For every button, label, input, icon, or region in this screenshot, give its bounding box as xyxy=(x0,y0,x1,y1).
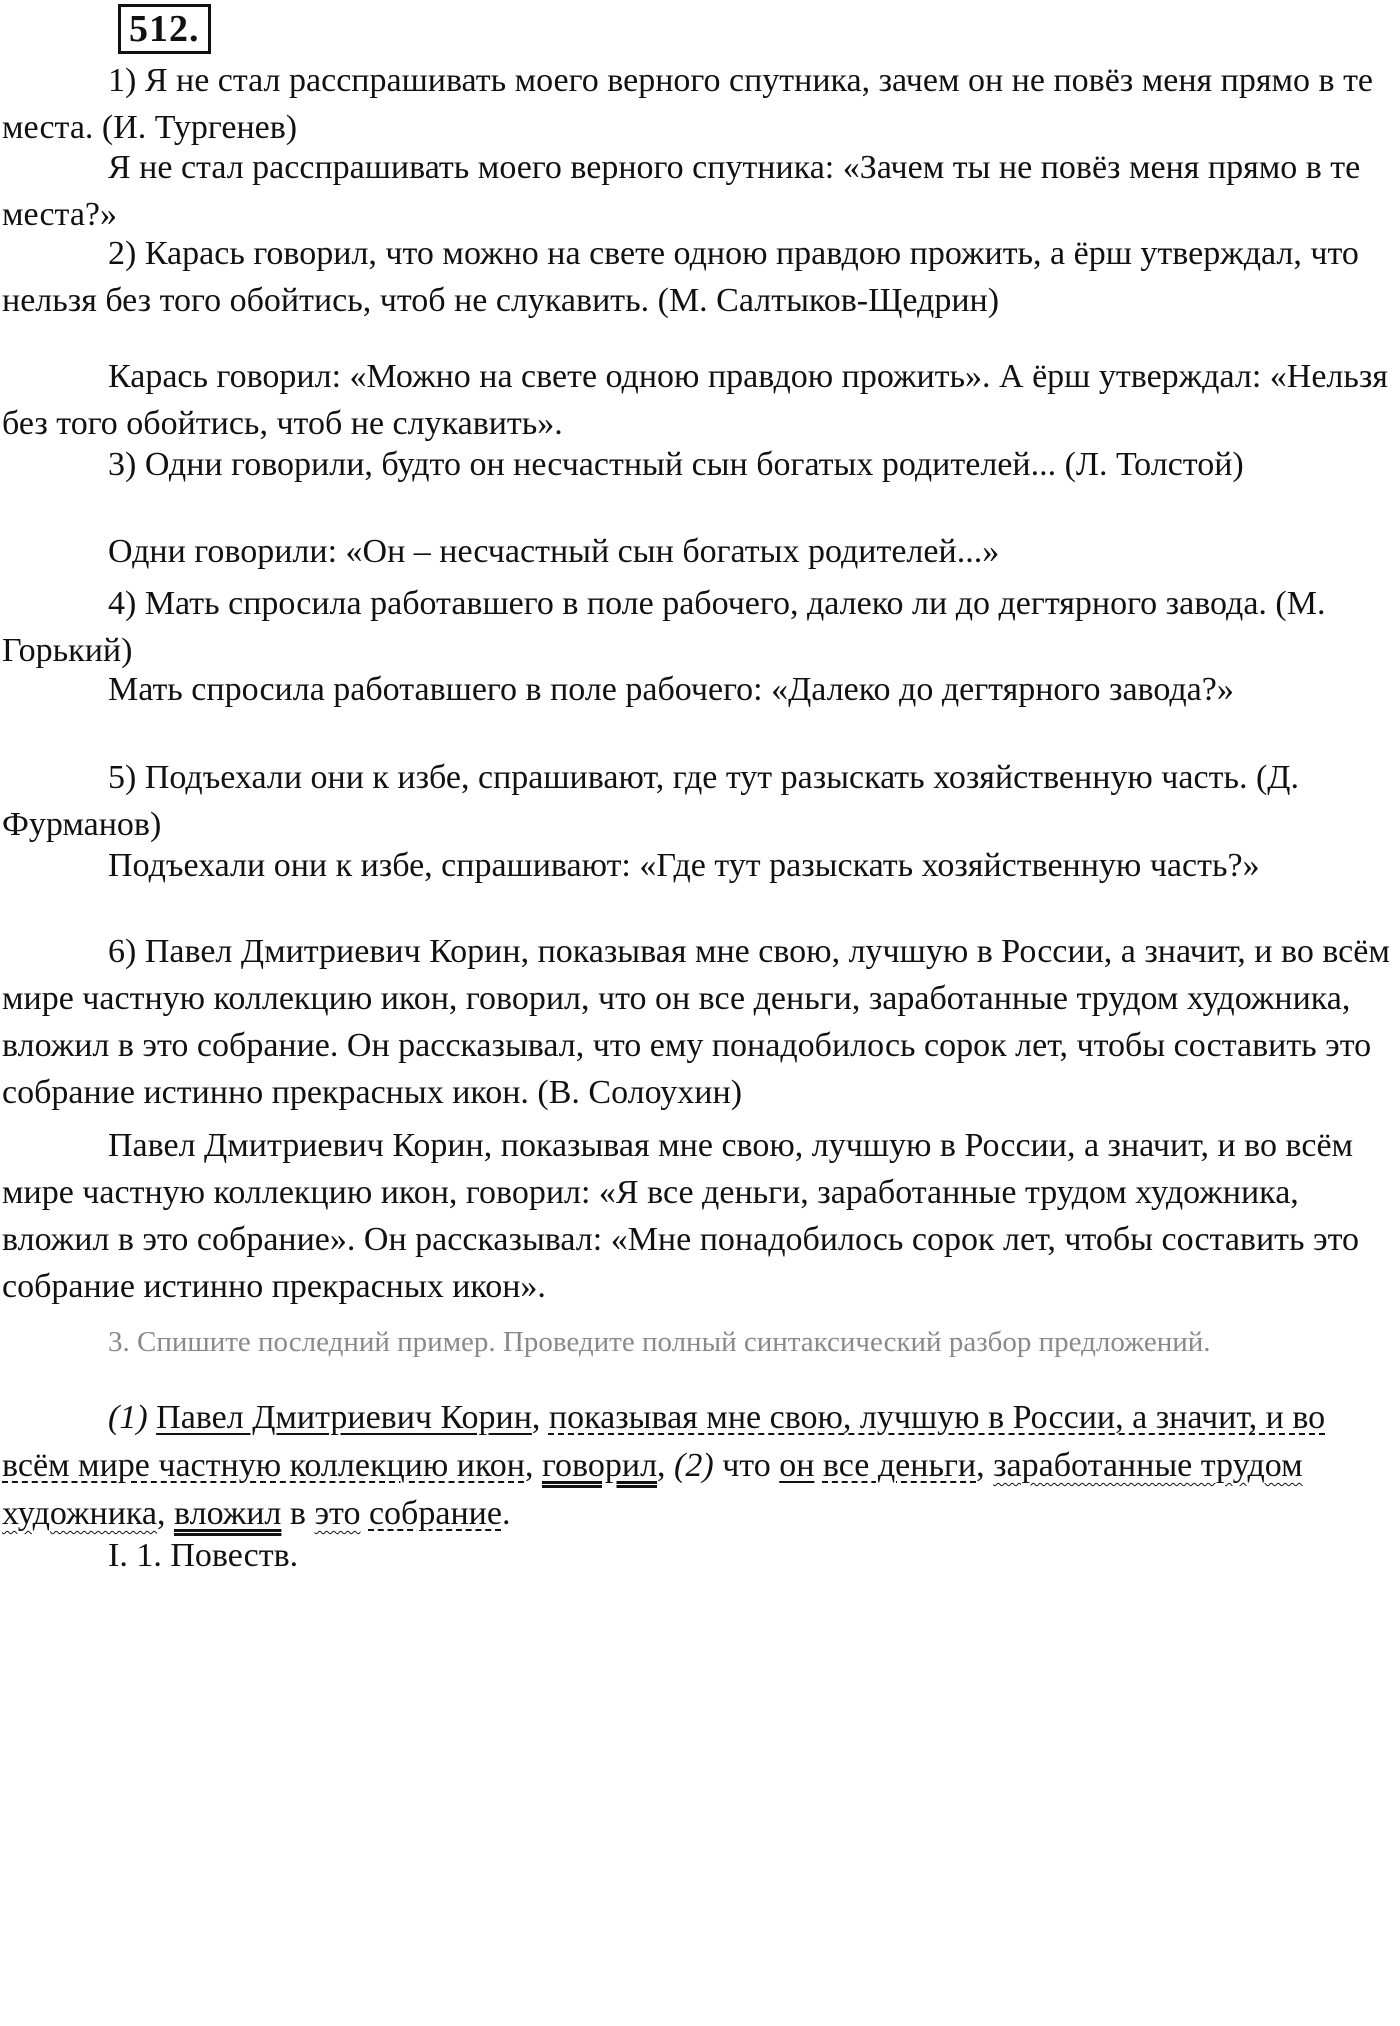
comma: , xyxy=(531,1399,541,1436)
paragraph-10: Подъехали они к избе, спрашивают: «Где тут разыскать хозяйственную часть?» xyxy=(108,847,1260,884)
paragraph-5: 3) Одни говорили, будто он несчастный сын богатых родителей... (Л. Толстой) xyxy=(108,446,1244,483)
paragraph-6: Одни говорили: «Он – несчастный сын богатых родителей...» xyxy=(108,533,1000,570)
object-2: собрание xyxy=(368,1495,502,1532)
comma: , xyxy=(657,1447,666,1484)
predicate-1: говорил xyxy=(541,1447,658,1484)
paragraph-7: 4) Мать спросила работавшего в поле рабочего, далеко ли до дегтярного завода. (М. Горький) xyxy=(2,585,1326,669)
paragraph-4: Карась говорил: «Можно на свете одною правдою прожить». А ёрш утверждал: «Нельзя без того обойтись, чтоб не слукавить». xyxy=(2,358,1388,442)
paragraph-8: Мать спросила работавшего в поле рабочего: «Далеко до дегтярного завода?» xyxy=(108,671,1234,708)
adverbial-participle-phrase: показывая мне свою, лучшую в России, а значит, и во всём мире частную коллекцию икон xyxy=(2,1399,1326,1484)
paragraph-2: Я не стал расспрашивать моего верного спутника: «Зачем ты не повёз меня прямо в те места?» xyxy=(2,149,1361,233)
exercise-number: 512. xyxy=(118,4,211,54)
conjunction: что xyxy=(722,1447,771,1484)
clause-number-1: (1) xyxy=(108,1399,148,1436)
paragraph-1: 1) Я не стал расспрашивать моего верного спутника, зачем он не повёз меня прямо в те места. (И. Тургенев) xyxy=(2,62,1374,146)
preposition: в xyxy=(289,1495,306,1532)
subject-1: Павел Дмитриевич Корин xyxy=(156,1399,532,1436)
predicate-2: вложил xyxy=(174,1495,282,1532)
subject-2: он xyxy=(779,1447,815,1484)
paragraph-11: 6) Павел Дмитриевич Корин, показывая мне свою, лучшую в России, а значит, и во всём мире частную коллекцию икон, говорил, что он все деньги, заработанные трудом художника, вложил в это собрание. Он рассказывал, что ему понадобилось сорок лет, чтобы составить это собрание истинно прекрасных икон. (В. Солоухин) xyxy=(2,933,1390,1111)
syntax-analysis xyxy=(2,1394,1394,1538)
comma: , xyxy=(157,1495,166,1532)
object: все деньги xyxy=(822,1447,977,1484)
attribute: это xyxy=(314,1495,361,1532)
clause-number-2: (2) xyxy=(674,1447,714,1484)
paragraph-12: Павел Дмитриевич Корин, показывая мне свою, лучшую в России, а значит, и во всём мире частную коллекцию икон, говорил: «Я все деньги, заработанные трудом художника, вложил в это собрание». Он рассказывал: «Мне понадобилось сорок лет, чтобы составить это собрание истинно прекрасных икон». xyxy=(2,1127,1360,1305)
comma: , xyxy=(976,1447,985,1484)
paragraph-9: 5) Подъехали они к избе, спрашивают, где тут разыскать хозяйственную часть. (Д. Фурманов) xyxy=(2,759,1299,843)
participle-phrase: заработанные трудом художника xyxy=(2,1447,1303,1532)
task-instruction: 3. Спишите последний пример. Проведите полный синтаксический разбор предложений. xyxy=(108,1326,1211,1358)
comma: , xyxy=(524,1447,534,1484)
paragraph-3: 2) Карась говорил, что можно на свете одною правдою прожить, а ёрш утверждал, что нельзя без того обойтись, чтоб не слукавить. (М. Салтыков-Щедрин) xyxy=(2,235,1359,319)
analysis-line: I. 1. Повеств. xyxy=(108,1537,299,1574)
period: . xyxy=(501,1495,511,1532)
